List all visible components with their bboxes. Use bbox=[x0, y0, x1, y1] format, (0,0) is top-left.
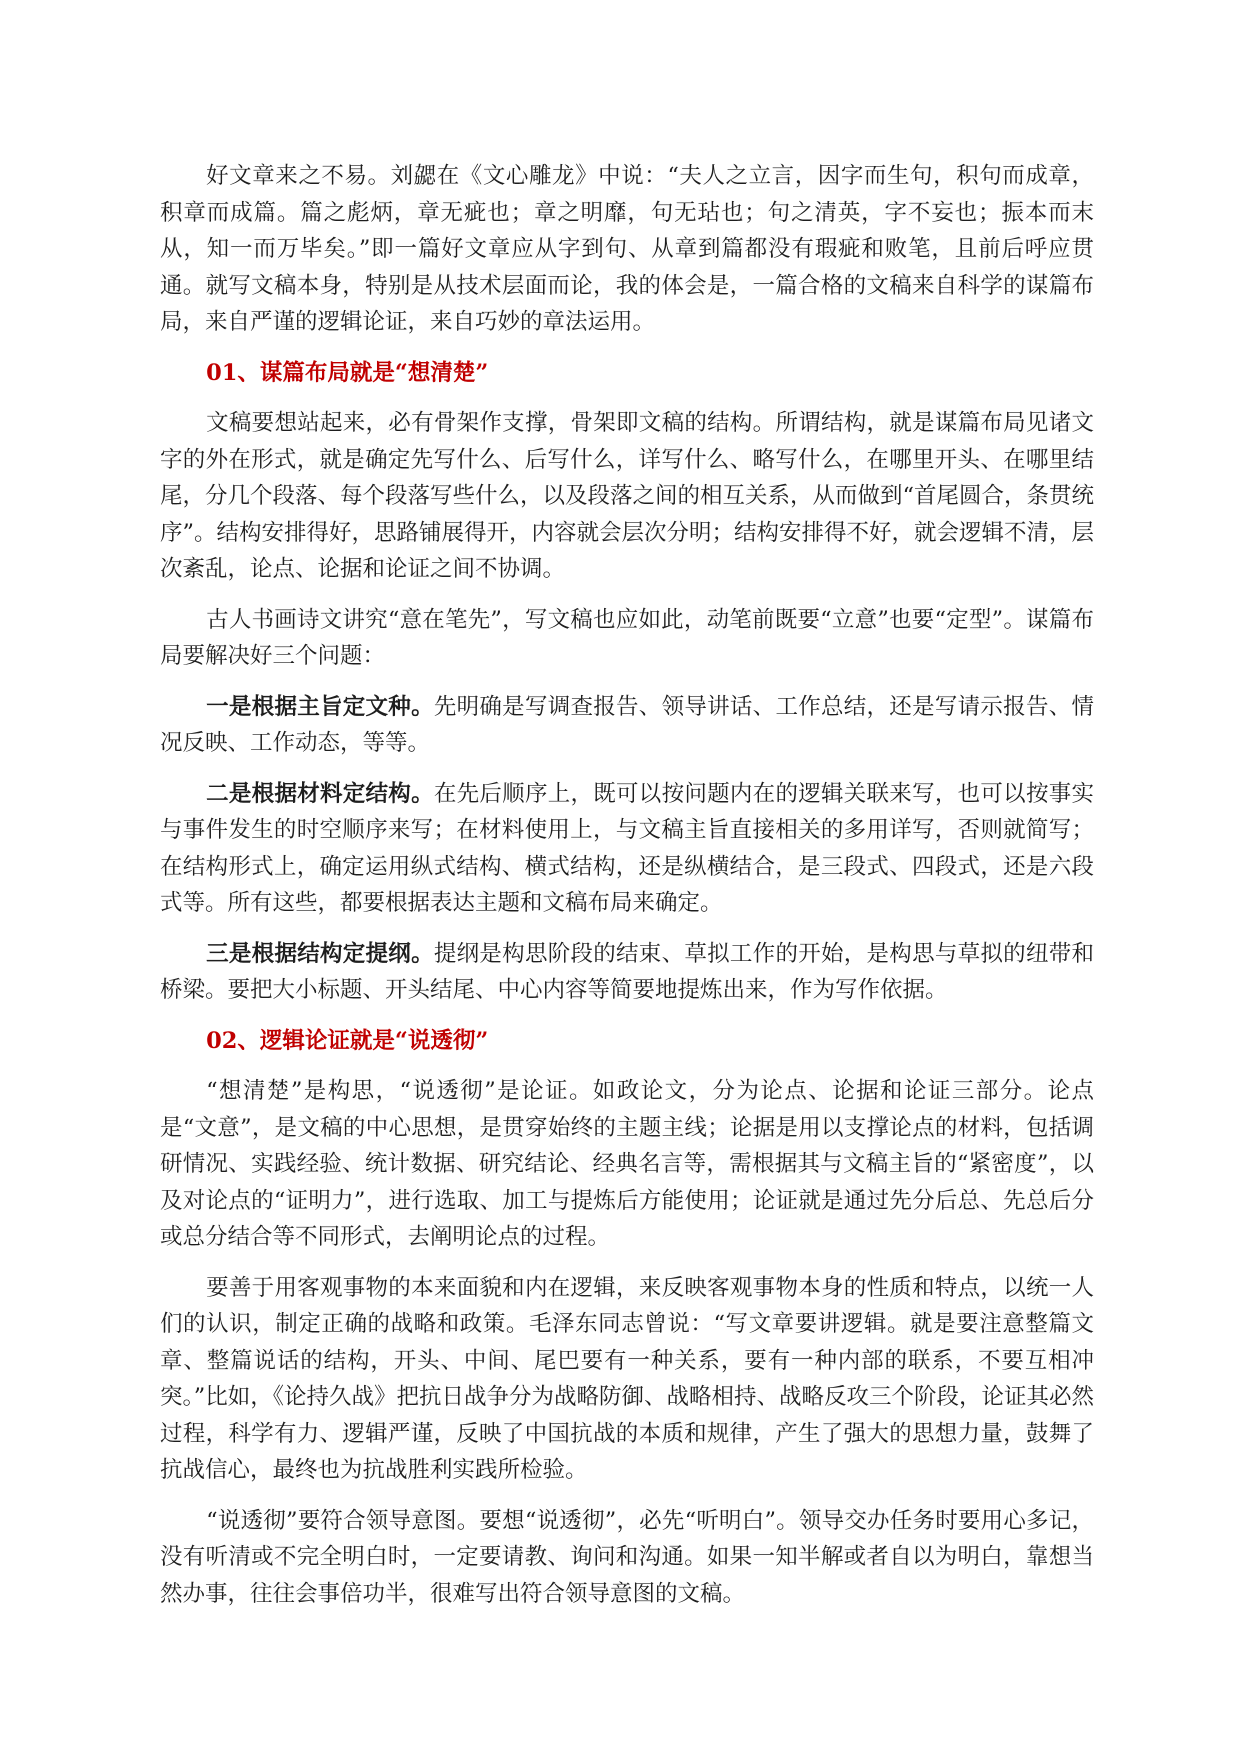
intro-paragraph: 好文章来之不易。刘勰在《文心雕龙》中说：“夫人之立言，因字而生句，积句而成章，积章而成篇。篇之彪炳，章无疵也；章之明靡，句无玷也；句之清英，字不妄也；振本而末从，知一而万毕矣。”即一篇好文章应从字到句、从章到篇都没有瑕疵和败笔，且前后呼应贯通。就写文稿本身，特别是从技术层面而论，我的体会是，一篇合格的文稿来自科学的谋篇布局，来自严谨的逻辑论证，来自巧妙的章法运用。 bbox=[160, 163, 1094, 335]
logic-paragraph: 要善于用客观事物的本来面貌和内在逻辑，来反映客观事物本身的性质和特点，以统一人们的认识，制定正确的战略和政策。毛泽东同志曾说：“写文章要讲逻辑。就是要注意整篇文章、整篇说话的结构，开头、中间、尾巴要有一种关系，要有一种内部的联系，不要互相冲突。”比如，《论持久战》把抗日战争分为战略防御、战略相持、战略反攻三个阶段，论证其必然过程，科学有力、逻辑严谨，反映了中国抗战的本质和规律，产生了强大的思想力量，鼓舞了抗战信心，最终也为抗战胜利实践所检验。 bbox=[160, 1274, 1095, 1483]
point-one-text: 先明确是写调查报告、领导讲话、工作总结，还是写请示报告、情况反映、工作动态，等等。 bbox=[160, 693, 1094, 756]
section-heading-01: 01、谋篇布局就是“想清楚” bbox=[206, 359, 489, 386]
document-page bbox=[160, 158, 1094, 1626]
point-one-lead: 一是根据主旨定文种。 bbox=[206, 693, 434, 720]
point-three-lead: 三是根据结构定提纲。 bbox=[206, 940, 434, 967]
section-heading-02: 02、逻辑论证就是“说透彻” bbox=[206, 1027, 489, 1054]
point-three-text: 提纲是构思阶段的结束、草拟工作的开始，是构思与草拟的纽带和桥梁。要把大小标题、开头结尾、中心内容等简要地提炼出来，作为写作依据。 bbox=[160, 940, 1094, 1003]
point-one-paragraph bbox=[160, 689, 1094, 762]
structure-paragraph: 文稿要想站起来，必有骨架作支撑，骨架即文稿的结构。所谓结构，就是谋篇布局见诸文字的外在形式，就是确定先写什么、后写什么，详写什么、略写什么，在哪里开头、在哪里结尾，分几个段落、每个段落写些什么，以及段落之间的相互关系，从而做到“首尾圆合，条贯统序”。结构安排得好，思路铺展得开，内容就会层次分明；结构安排得不好，就会逻辑不清，层次紊乱，论点、论据和论证之间不协调。 bbox=[160, 410, 1095, 582]
leader-intent-paragraph: “说透彻”要符合领导意图。要想“说透彻”，必先“听明白”。领导交办任务时要用心多记，没有听清或不完全明白时，一定要请教、询问和沟通。如果一知半解或者自以为明白，靠想当然办事，往往会事倍功半，很难写出符合领导意图的文稿。 bbox=[160, 1507, 1094, 1607]
point-two-lead: 二是根据材料定结构。 bbox=[206, 780, 434, 807]
intent-paragraph: 古人书画诗文讲究“意在笔先”，写文稿也应如此，动笔前既要“立意”也要“定型”。谋篇布局要解决好三个问题： bbox=[160, 606, 1094, 669]
point-three-paragraph bbox=[160, 936, 1094, 1009]
point-two-text: 在先后顺序上，既可以按问题内在的逻辑关联来写，也可以按事实与事件发生的时空顺序来写；在材料使用上，与文稿主旨直接相关的多用详写，否则就简写；在结构形式上，确定运用纵式结构、横式结构，还是纵横结合，是三段式、四段式，还是六段式等。所有这些，都要根据表达主题和文稿布局来确定。 bbox=[160, 780, 1094, 916]
argument-paragraph: “想清楚”是构思，“说透彻”是论证。如政论文，分为论点、论据和论证三部分。论点是“文意”，是文稿的中心思想，是贯穿始终的主题主线；论据是用以支撑论点的材料，包括调研情况、实践经验、统计数据、研究结论、经典名言等，需根据其与文稿主旨的“紧密度”，以及对论点的“证明力”，进行选取、加工与提炼后方能使用；论证就是通过先分后总、先总后分或总分结合等不同形式，去阐明论点的过程。 bbox=[160, 1078, 1094, 1250]
point-two-paragraph bbox=[160, 776, 1094, 922]
